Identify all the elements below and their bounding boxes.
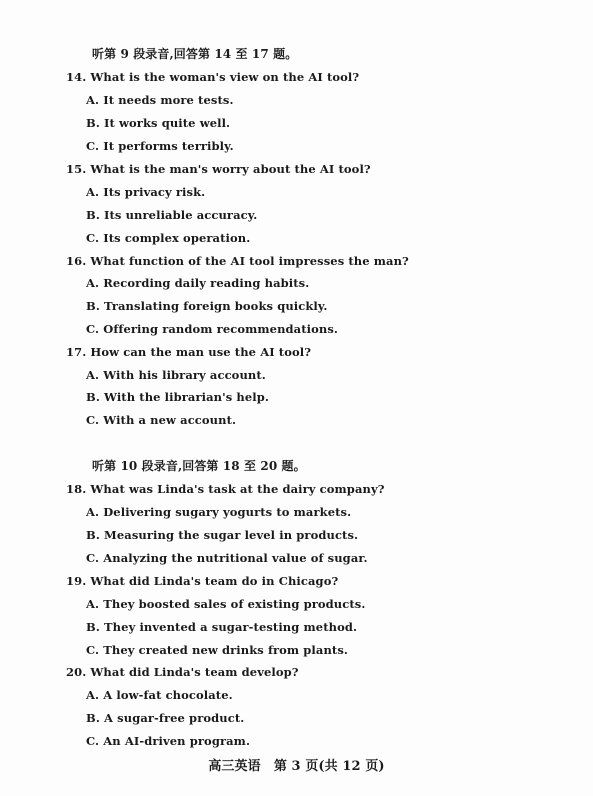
answer-option: B. Translating foreign books quickly. xyxy=(86,299,328,313)
question-stem: 20. What did Linda's team develop? xyxy=(66,665,299,679)
question-stem: 15. What is the man's worry about the AI tool? xyxy=(66,162,371,176)
answer-option: B. It works quite well. xyxy=(86,116,231,130)
answer-option: A. It needs more tests. xyxy=(86,93,234,107)
answer-option: C. Offering random recommendations. xyxy=(86,322,339,336)
answer-option: A. Its privacy risk. xyxy=(86,185,206,199)
answer-option: C. They created new drinks from plants. xyxy=(86,643,348,657)
question-stem: 16. What function of the AI tool impresses the man? xyxy=(66,254,409,268)
answer-option: A. With his library account. xyxy=(86,368,266,382)
answer-option: C. With a new account. xyxy=(86,413,237,427)
answer-option: A. They boosted sales of existing products. xyxy=(86,597,366,611)
answer-option: B. Measuring the sugar level in products. xyxy=(86,528,359,542)
page-footer: 高三英语 第 3 页(共 12 页) xyxy=(208,759,385,774)
answer-option: C. An AI-driven program. xyxy=(86,734,251,748)
section-heading: 听第 9 段录音,回答第 14 至 17 题。 xyxy=(92,47,298,61)
answer-option: A. Recording daily reading habits. xyxy=(86,276,310,290)
answer-option: B. They invented a sugar-testing method. xyxy=(86,620,358,634)
answer-option: B. With the librarian's help. xyxy=(86,390,269,404)
answer-option: B. A sugar-free product. xyxy=(86,711,245,725)
question-stem: 18. What was Linda's task at the dairy company? xyxy=(66,482,385,496)
answer-option: A. Delivering sugary yogurts to markets. xyxy=(86,505,352,519)
answer-option: C. Analyzing the nutritional value of sugar. xyxy=(86,551,368,565)
answer-option: A. A low-fat chocolate. xyxy=(86,688,233,702)
section-heading: 听第 10 段录音,回答第 18 至 20 题。 xyxy=(92,459,306,473)
answer-option: C. It performs terribly. xyxy=(86,139,234,153)
answer-option: B. Its unreliable accuracy. xyxy=(86,208,258,222)
question-stem: 19. What did Linda's team do in Chicago? xyxy=(66,574,339,588)
question-stem: 17. How can the man use the AI tool? xyxy=(66,345,312,359)
answer-option: C. Its complex operation. xyxy=(86,231,251,245)
question-stem: 14. What is the woman's view on the AI tool? xyxy=(66,70,360,84)
